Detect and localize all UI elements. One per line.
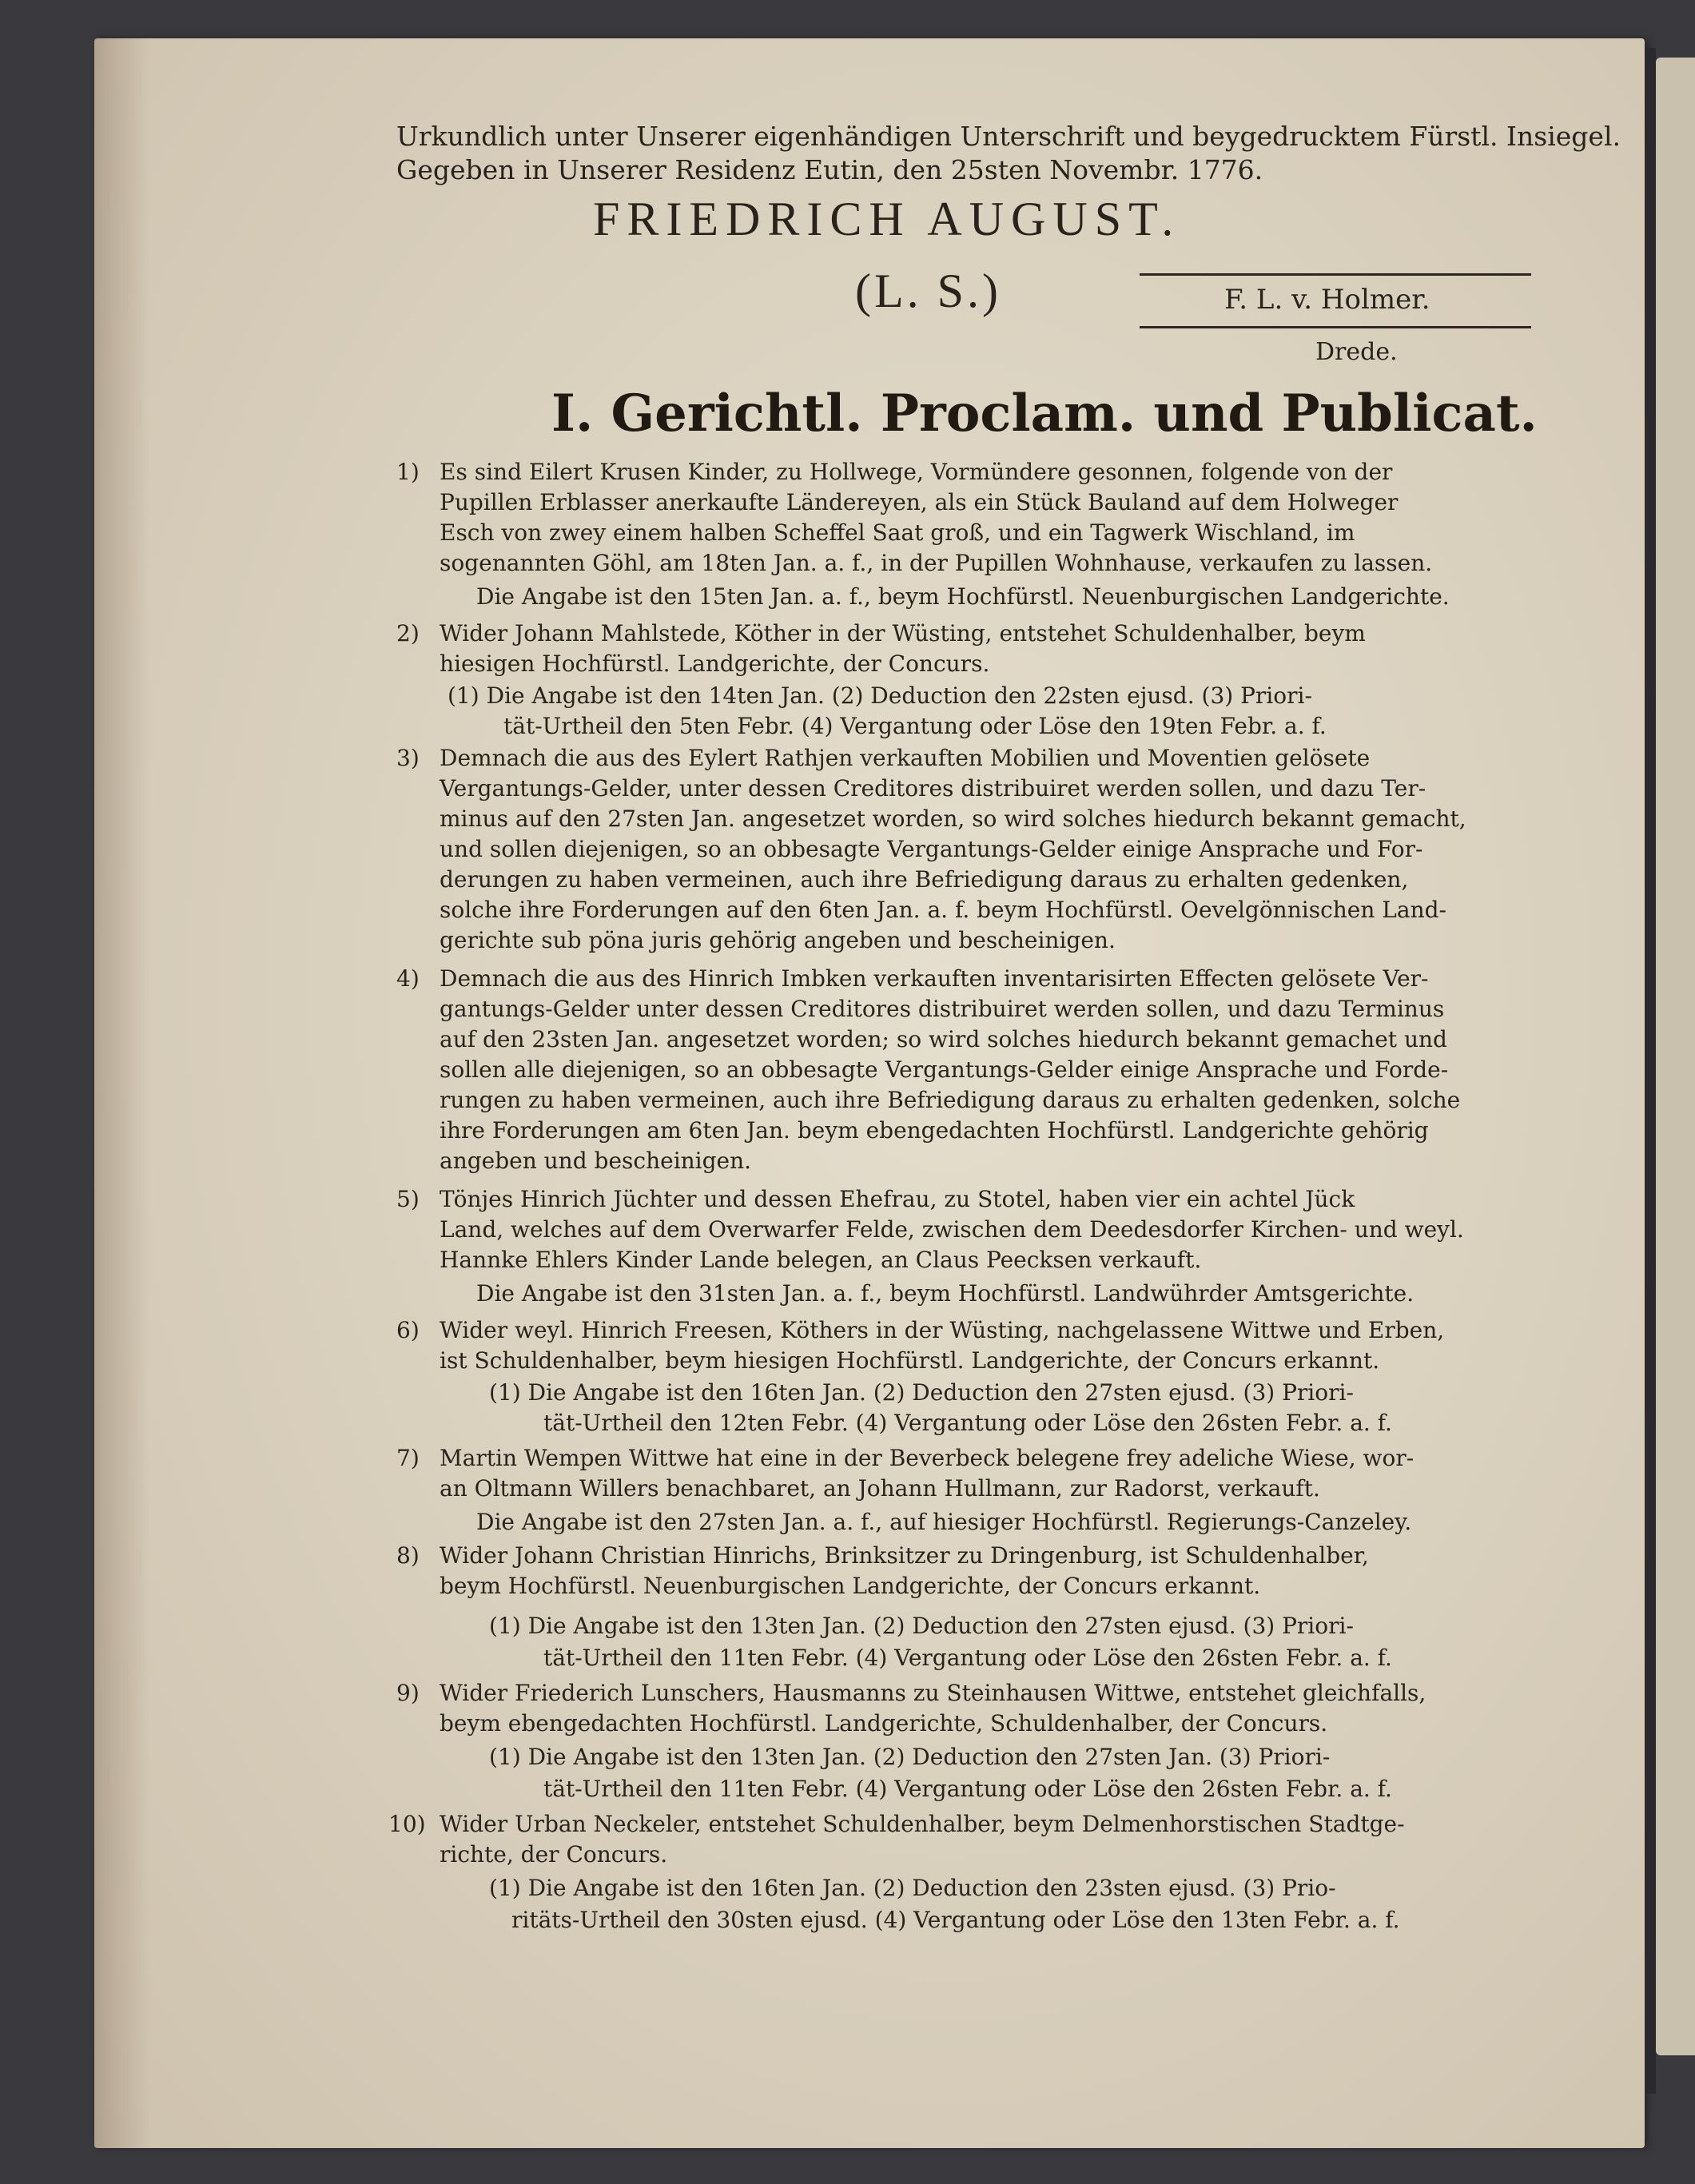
signature-rule-top — [1140, 273, 1531, 276]
entry-notice: Die Angabe ist den 27sten Jan. a. f., auf hiesiger Hochfürstl. Regierungs-Canzeley. — [476, 1509, 1412, 1535]
countersignature: F. L. v. Holmer. — [1224, 284, 1430, 316]
entry-line: Martin Wempen Wittwe hat eine in der Beverbeck belegene frey adeliche Wiese, wor- — [440, 1445, 1414, 1471]
entry-terms: tät-Urtheil den 11ten Febr. (4) Vergantung oder Löse den 26sten Febr. a. f. — [543, 1776, 1392, 1802]
sovereign-name: FRIEDRICH AUGUST. — [593, 193, 1181, 245]
entry-line: gerichte sub pöna juris gehörig angeben und bescheinigen. — [440, 927, 1116, 953]
entry-number: 8) — [396, 1542, 420, 1569]
entry-line: Tönjes Hinrich Jüchter und dessen Ehefrau, zu Stotel, haben vier ein achtel Jück — [440, 1186, 1355, 1212]
entry-line: auf den 23sten Jan. angesetzet worden; so wird solches hiedurch bekannt gemachet und — [440, 1026, 1447, 1052]
entry-line: minus auf den 27sten Jan. angesetzet worden, so wird solches hiedurch bekannt gemacht, — [440, 806, 1466, 832]
entry-line: Vergantungs-Gelder, unter dessen Creditores distribuiret werden sollen, und dazu Ter- — [440, 775, 1426, 802]
entry-terms: tät-Urtheil den 12ten Febr. (4) Vergantung oder Löse den 26sten Febr. a. f. — [543, 1410, 1392, 1436]
entry-number: 4) — [396, 965, 420, 992]
entry-terms: tät-Urtheil den 5ten Febr. (4) Vergantung oder Löse den 19ten Febr. a. f. — [503, 713, 1327, 739]
entry-line: sollen alle diejenigen, so an obbesagte Vergantungs-Gelder einige Ansprache und Forde- — [440, 1056, 1449, 1083]
entry-terms: (1) Die Angabe ist den 14ten Jan. (2) Deduction den 22sten ejusd. (3) Priori- — [448, 682, 1312, 709]
entry-line: Land, welches auf dem Overwarfer Felde, zwischen dem Deedesdorfer Kirchen- und weyl. — [440, 1216, 1464, 1243]
entry-line: Pupillen Erblasser anerkaufte Ländereyen, als ein Stück Bauland auf dem Holweger — [440, 489, 1399, 515]
section-title: I. Gerichtl. Proclam. und Publicat. — [551, 384, 1538, 444]
entry-line: ihre Forderungen am 6ten Jan. beym ebengedachten Hochfürstl. Landgerichte gehörig — [440, 1117, 1429, 1144]
entry-line: und sollen diejenigen, so an obbesagte Vergantungs-Gelder einige Ansprache und For- — [440, 836, 1423, 862]
entry-number: 7) — [396, 1445, 420, 1471]
header-line-2: Gegeben in Unserer Residenz Eutin, den 25sten Novembr. 1776. — [396, 154, 1263, 185]
entry-line: Demnach die aus des Eylert Rathjen verkauften Mobilien und Moventien gelösete — [440, 745, 1371, 771]
entry-line: angeben und bescheinigen. — [440, 1148, 752, 1174]
entry-line: Wider Urban Neckeler, entstehet Schuldenhalber, beym Delmenhorstischen Stadtge- — [440, 1811, 1405, 1837]
entry-line: Hannke Ehlers Kinder Lande belegen, an Claus Peecksen verkauft. — [440, 1247, 1202, 1273]
entry-terms: tät-Urtheil den 11ten Febr. (4) Vergantung oder Löse den 26sten Febr. a. f. — [543, 1645, 1392, 1671]
entry-line: hiesigen Hochfürstl. Landgerichte, der Concurs. — [440, 650, 990, 677]
secretary-signature: Drede. — [1315, 338, 1398, 366]
entry-number: 3) — [396, 745, 420, 771]
entry-line: ist Schuldenhalber, beym hiesigen Hochfürstl. Landgerichte, der Concurs erkannt. — [440, 1347, 1380, 1374]
entry-line: beym Hochfürstl. Neuenburgischen Landgerichte, der Concurs erkannt. — [440, 1573, 1261, 1599]
entry-terms: (1) Die Angabe ist den 13ten Jan. (2) Deduction den 27sten Jan. (3) Priori- — [489, 1744, 1331, 1770]
entry-terms: (1) Die Angabe ist den 16ten Jan. (2) Deduction den 23sten ejusd. (3) Prio- — [489, 1875, 1336, 1901]
entry-line: Wider Johann Mahlstede, Köther in der Wüsting, entstehet Schuldenhalber, beym — [440, 620, 1366, 646]
entry-line: rungen zu haben vermeinen, auch ihre Befriedigung daraus zu erhalten gedenken, solche — [440, 1087, 1461, 1113]
signature-rule-bottom — [1140, 326, 1531, 328]
entry-line: beym ebengedachten Hochfürstl. Landgerichte, Schuldenhalber, der Concurs. — [440, 1710, 1328, 1736]
entry-line: Esch von zwey einem halben Scheffel Saat groß, und ein Tagwerk Wischland, im — [440, 519, 1355, 546]
entry-number: 5) — [396, 1186, 420, 1212]
entry-line: derungen zu haben vermeinen, auch ihre Befriedigung daraus zu erhalten gedenken, — [440, 866, 1409, 893]
entry-line: Es sind Eilert Krusen Kinder, zu Hollwege, Vormündere gesonnen, folgende von der — [440, 459, 1393, 485]
seal-mark: (L. S.) — [855, 265, 1001, 317]
entry-line: an Oltmann Willers benachbaret, an Johann Hullmann, zur Radorst, verkauft. — [440, 1475, 1320, 1502]
entry-line: solche ihre Forderungen auf den 6ten Jan. a. f. beym Hochfürstl. Oevelgönnischen Land- — [440, 897, 1446, 923]
entry-number: 10) — [388, 1811, 426, 1837]
entry-line: Wider weyl. Hinrich Freesen, Köthers in der Wüsting, nachgelassene Wittwe und Erben, — [440, 1317, 1445, 1343]
book-spine — [1645, 48, 1656, 2094]
entry-terms: ritäts-Urtheil den 30sten ejusd. (4) Vergantung oder Löse den 13ten Febr. a. f. — [511, 1907, 1400, 1933]
header-line-1: Urkundlich unter Unserer eigenhändigen Unterschrift und beygedrucktem Fürstl. Insiegel. — [396, 121, 1621, 152]
entry-number: 6) — [396, 1317, 420, 1343]
entry-notice: Die Angabe ist den 31sten Jan. a. f., beym Hochfürstl. Landwührder Amtsgerichte. — [476, 1280, 1414, 1307]
entry-line: Wider Friederich Lunschers, Hausmanns zu Steinhausen Wittwe, entstehet gleichfalls, — [440, 1680, 1426, 1706]
entry-number: 1) — [396, 459, 420, 485]
entry-line: richte, der Concurs. — [440, 1841, 668, 1868]
entry-line: Demnach die aus des Hinrich Imbken verkauften inventarisirten Effecten gelösete Ver- — [440, 965, 1429, 992]
entry-number: 2) — [396, 620, 420, 646]
entry-line: Wider Johann Christian Hinrichs, Brinksitzer zu Dringenburg, ist Schuldenhalber, — [440, 1542, 1369, 1569]
entry-number: 9) — [396, 1680, 420, 1706]
entry-notice: Die Angabe ist den 15ten Jan. a. f., beym Hochfürstl. Neuenburgischen Landgerichte. — [476, 583, 1450, 610]
entry-line: sogenannten Göhl, am 18ten Jan. a. f., in der Pupillen Wohnhause, verkaufen zu lassen. — [440, 550, 1433, 576]
entry-terms: (1) Die Angabe ist den 16ten Jan. (2) Deduction den 27sten ejusd. (3) Priori- — [489, 1379, 1354, 1406]
entry-terms: (1) Die Angabe ist den 13ten Jan. (2) Deduction den 27sten ejusd. (3) Priori- — [489, 1613, 1354, 1639]
page-gutter-shadow — [94, 38, 150, 2148]
next-page-edge — [1656, 58, 1695, 2055]
entry-line: gantungs-Gelder unter dessen Creditores distribuiret werden sollen, und dazu Terminus — [440, 996, 1445, 1022]
